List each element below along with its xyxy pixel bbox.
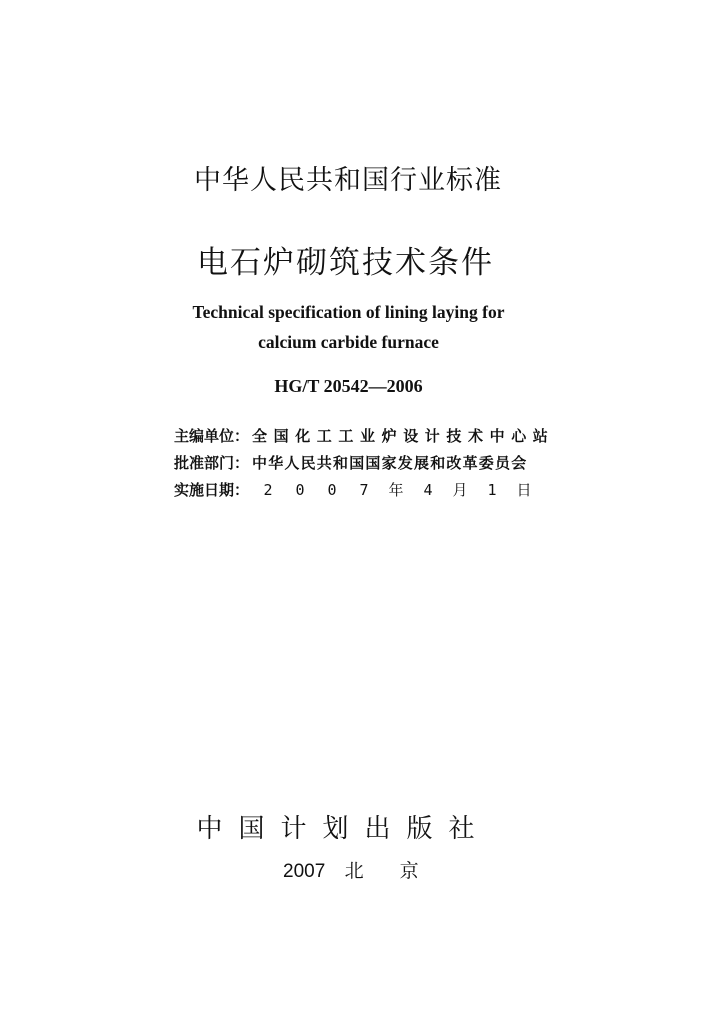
date-part: 日 xyxy=(516,481,532,499)
publication-line xyxy=(283,856,455,883)
approver-row xyxy=(174,452,554,479)
date-part: 1 xyxy=(487,481,497,499)
publication-year: 2007 xyxy=(283,861,326,882)
date-part: 2 xyxy=(263,481,273,499)
date-part: 7 xyxy=(359,481,369,499)
editor-value: 全国化工工业炉设计技术中心站 xyxy=(252,427,555,445)
title-english-line2: calcium carbide furnace xyxy=(258,332,439,352)
date-row xyxy=(174,479,554,506)
editor-label: 主编单位： xyxy=(174,427,250,445)
title-english-line1: Technical specification of lining laying for xyxy=(192,302,505,322)
title-english xyxy=(0,297,701,357)
standard-category: 中华人民共和国行业标准 xyxy=(194,165,502,196)
date-part: 年 xyxy=(388,481,404,499)
publication-city: 北京 xyxy=(344,860,455,882)
approver-value: 中华人民共和国国家发展和改革委员会 xyxy=(252,454,528,472)
publisher-name: 中国计划出版社 xyxy=(196,814,491,844)
title-chinese: 电石炉砌筑技术条件 xyxy=(197,245,494,281)
date-value xyxy=(252,479,540,500)
date-part: 0 xyxy=(327,481,337,499)
date-part: 0 xyxy=(295,481,305,499)
date-part: 4 xyxy=(423,481,433,499)
date-label: 实施日期： xyxy=(174,481,250,499)
approver-label: 批准部门： xyxy=(174,454,250,472)
date-part: 月 xyxy=(452,481,468,499)
editor-row xyxy=(174,425,554,452)
meta-block xyxy=(174,425,554,506)
standard-code: HG/T 20542—2006 xyxy=(274,376,423,396)
